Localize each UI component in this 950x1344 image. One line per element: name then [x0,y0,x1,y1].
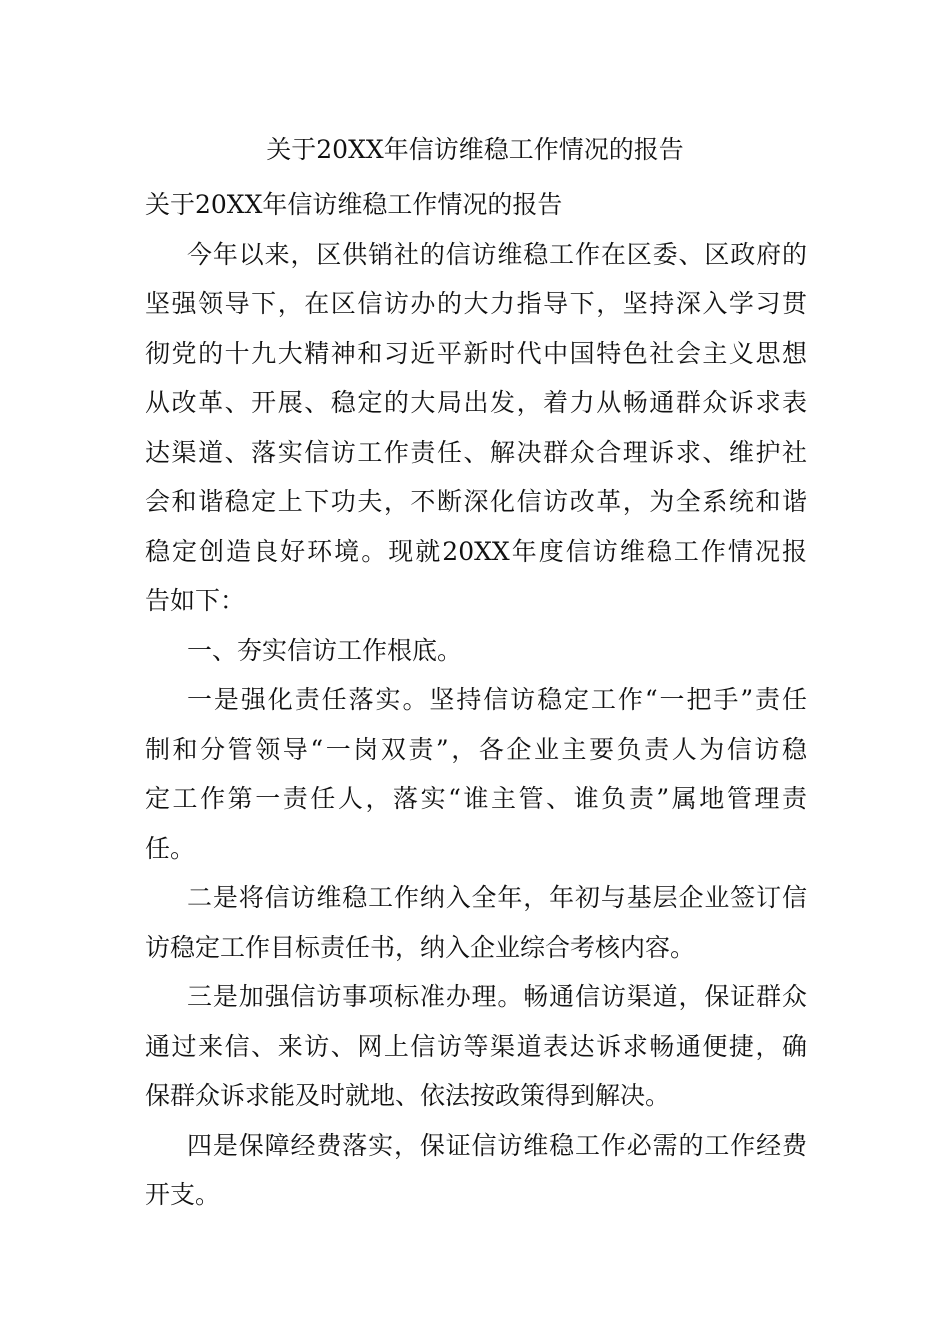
body-line: 会和谐稳定上下功夫，不断深化信访改革，为全系统和谐 [145,487,807,516]
section-heading: 一、夯实信访工作根底。 [187,635,463,665]
subtitle-line: 关于20XX年信访维稳工作情况的报告 [145,190,563,219]
body-line: 一是强化责任落实。坚持信访稳定工作“一把手”责任 [187,685,807,714]
body-line: 告如下： [145,586,246,615]
body-line: 保群众诉求能及时就地、依法按政策得到解决。 [145,1081,671,1110]
body-line: 达渠道、落实信访工作责任、解决群众合理诉求、维护社 [145,437,807,467]
body-line: 定工作第一责任人，落实“谁主管、谁负责”属地管理责 [145,784,807,813]
body-line: 任。 [145,833,196,863]
body-line: 二是将信访维稳工作纳入全年，年初与基层企业签订信 [187,883,807,912]
body-line: 开支。 [145,1180,221,1209]
body-line: 稳定创造良好环境。现就20XX年度信访维稳工作情况报 [145,536,807,566]
document-title: 关于20XX年信访维稳工作情况的报告 [266,135,684,164]
body-line: 访稳定工作目标责任书，纳入企业综合考核内容。 [145,932,696,962]
document-body [145,180,807,1220]
body-line: 今年以来，区供销社的信访维稳工作在区委、区政府的 [187,239,807,269]
body-line: 四是保障经费落实，保证信访维稳工作必需的工作经费 [187,1130,807,1160]
body-line: 彻党的十九大精神和习近平新时代中国特色社会主义思想 [145,338,807,368]
body-line: 坚强领导下，在区信访办的大力指导下，坚持深入学习贯 [145,289,807,318]
body-line: 三是加强信访事项标准办理。畅通信访渠道，保证群众 [187,982,807,1011]
body-line: 制和分管领导“一岗双责”，各企业主要负责人为信访稳 [145,734,807,764]
body-line: 从改革、开展、稳定的大局出发，着力从畅通群众诉求表 [145,388,807,417]
body-line: 通过来信、来访、网上信访等渠道表达诉求畅通便捷，确 [145,1031,807,1061]
